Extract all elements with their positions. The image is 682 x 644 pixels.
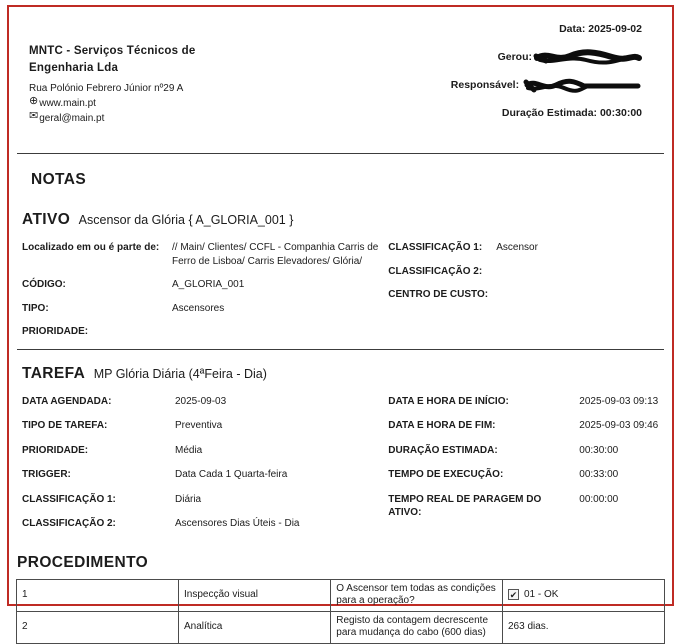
field-duracao-estimada [388, 444, 659, 458]
field-value: Ascensores Dias Úteis - Dia [175, 518, 300, 529]
field-label: TEMPO DE EXECUÇÃO: [388, 469, 504, 480]
field-value: 2025-09-03 09:46 [579, 420, 659, 431]
field-label: CENTRO DE CUSTO: [388, 289, 489, 300]
procedimento-title: PROCEDIMENTO [17, 553, 149, 571]
table-row [17, 611, 665, 643]
field-label: TIPO DE TAREFA: [22, 420, 108, 431]
meta-gerou [451, 49, 642, 64]
field-value: A_GLORIA_001 [172, 279, 245, 290]
field-trigger [22, 468, 382, 482]
tarefa-subtitle: MP Glória Diária (4ªFeira - Dia) [93, 366, 267, 381]
cell-step-type: Analítica [179, 611, 331, 643]
meta-duracao-value: 00:30:00 [599, 106, 642, 119]
field-label: PRIORIDADE: [22, 326, 89, 337]
document-header [9, 7, 672, 153]
ativo-fields-left [22, 241, 388, 349]
field-prioridade-tarefa [22, 444, 382, 458]
field-label: CLASSIFICAÇÃO 2: [388, 265, 483, 277]
document-meta [451, 21, 642, 133]
field-label: DATA E HORA DE INÍCIO: [388, 395, 509, 407]
field-classificacao2 [388, 265, 659, 279]
cell-step-result [502, 579, 664, 611]
field-value: Diária [175, 493, 202, 505]
field-label: DATA E HORA DE FIM: [388, 420, 496, 431]
field-value [496, 265, 659, 279]
field-value [172, 325, 382, 339]
field-classificacao1 [388, 241, 659, 255]
ativo-heading [22, 211, 672, 229]
field-value: 2025-09-03 09:13 [579, 395, 659, 407]
ativo-divider [17, 349, 664, 350]
field-codigo [22, 278, 382, 292]
field-label: CLASSIFICAÇÃO 1: [22, 493, 116, 505]
globe-icon: ⊕ [29, 94, 39, 107]
field-label: TEMPO REAL DE PARAGEM DO ATIVO: [388, 493, 542, 518]
tarefa-heading [22, 365, 672, 383]
result-text: 01 - OK [523, 588, 559, 600]
section-procedimento [9, 554, 672, 644]
field-label: CLASSIFICAÇÃO 2: [22, 518, 116, 529]
redacted-signature-responsavel [524, 77, 642, 93]
header-divider [17, 153, 664, 154]
procedimento-table [16, 579, 665, 644]
field-value: 00:30:00 [579, 444, 619, 456]
company-website [29, 94, 195, 109]
section-notas [31, 171, 672, 189]
company-name-line1: MNTC - Serviços Técnicos de [29, 45, 196, 57]
company-email [29, 109, 195, 124]
redacted-signature-gerou [534, 49, 642, 65]
field-label: TIPO: [22, 302, 49, 314]
field-value: Preventiva [175, 420, 223, 431]
tarefa-fields-right [388, 395, 659, 542]
ativo-subtitle: Ascensor da Glória { A_GLORIA_001 } [78, 213, 294, 227]
ativo-title: ATIVO [22, 211, 71, 228]
meta-gerou-label: Gerou: [497, 50, 532, 63]
table-row [17, 579, 665, 611]
field-value: // Main/ Clientes/ CCFL - Companhia Carris de Ferro de Lisboa/ Carris Elevadores/ Glória/ [172, 242, 379, 267]
field-classificacao1-tarefa [22, 493, 382, 507]
tarefa-fields-left [22, 395, 388, 542]
section-ativo [9, 211, 672, 349]
meta-data [451, 21, 642, 36]
field-tipo-tarefa [22, 419, 382, 433]
field-value: Ascensores [172, 302, 225, 314]
field-label: DATA AGENDADA: [22, 395, 112, 407]
meta-duracao-label: Duração Estimada: [501, 106, 600, 119]
field-tempo-execucao [388, 468, 659, 482]
notas-title: NOTAS [31, 171, 87, 188]
field-label: CLASSIFICAÇÃO 1: [388, 242, 483, 253]
website-text: www.main.pt [39, 97, 96, 109]
result-text: 263 dias. [507, 620, 549, 632]
field-prioridade [22, 325, 382, 339]
field-value: 00:33:00 [579, 469, 619, 480]
email-text: geral@main.pt [39, 112, 105, 124]
field-tempo-paragem [388, 493, 659, 520]
tarefa-fields [22, 395, 659, 542]
cell-step-type: Inspecção visual [179, 579, 331, 611]
field-classificacao2-tarefa [22, 517, 382, 531]
meta-data-value: 2025-09-02 [588, 22, 642, 35]
meta-responsavel [451, 77, 642, 92]
field-hora-inicio [388, 395, 659, 409]
field-centro-custo [388, 288, 659, 302]
procedimento-heading [17, 554, 672, 572]
field-value: Ascensor [496, 242, 538, 253]
meta-duracao [451, 105, 642, 120]
ativo-fields [22, 241, 659, 349]
cell-step-number: 2 [17, 611, 179, 643]
tarefa-title: TAREFA [22, 364, 86, 382]
cell-step-description: O Ascensor tem todas as condições para a operação? [331, 579, 503, 611]
field-value: Média [175, 444, 203, 456]
checkbox-checked-icon: ✔ [509, 589, 518, 600]
section-tarefa [9, 365, 672, 542]
company-name [29, 43, 195, 78]
company-address: Rua Polónio Febrero Júnior nº29 A [29, 82, 184, 94]
field-value: 00:00:00 [579, 493, 619, 505]
field-label: DURAÇÃO ESTIMADA: [388, 444, 498, 456]
field-value [496, 288, 659, 302]
field-value: 2025-09-03 [175, 395, 227, 407]
cell-step-description: Registo da contagem decrescente para mudança do cabo (600 dias) [331, 611, 503, 643]
ativo-fields-right [388, 241, 659, 349]
meta-responsavel-label: Responsável: [450, 78, 522, 91]
company-name-line2: Engenharia Lda [29, 62, 119, 75]
field-data-agendada [22, 395, 382, 409]
field-label: TRIGGER: [22, 469, 71, 480]
field-label: CÓDIGO: [22, 279, 66, 290]
cell-step-number: 1 [17, 579, 179, 611]
field-value: Data Cada 1 Quarta-feira [175, 469, 288, 480]
envelope-icon: ✉ [29, 109, 39, 122]
cell-step-result [502, 611, 664, 643]
field-localizado [22, 241, 382, 268]
field-tipo [22, 302, 382, 316]
company-info [29, 43, 195, 124]
field-label: PRIORIDADE: [22, 444, 89, 456]
field-label: Localizado em ou é parte de: [22, 242, 160, 253]
field-hora-fim [388, 419, 659, 433]
document-page [7, 5, 674, 638]
meta-data-label: Data: [559, 22, 589, 35]
